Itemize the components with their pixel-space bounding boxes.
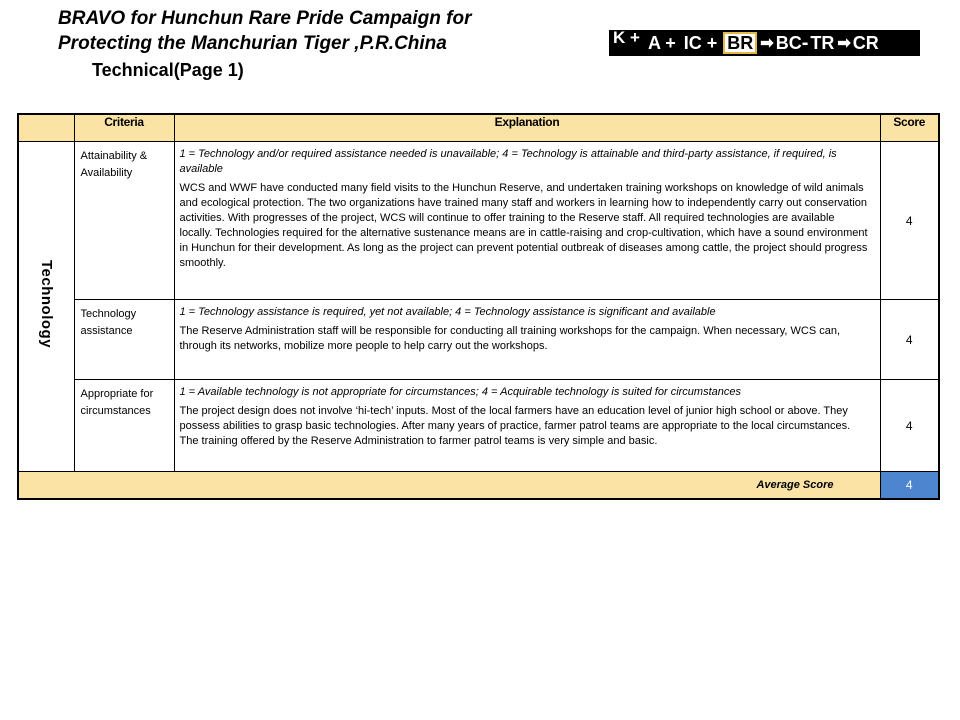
- bravo-formula-banner: [609, 30, 920, 56]
- criteria-label: assistance: [80, 325, 133, 337]
- formula-tr: TR: [810, 32, 835, 53]
- criteria-label: Technology: [80, 308, 137, 320]
- criteria-cell: [74, 300, 174, 380]
- header-explanation: Explanation: [174, 114, 880, 142]
- average-score-row: [18, 472, 939, 500]
- rubric-text: 1 = Technology assistance is required, yet not available; 4 = Technology assistance is significant and available: [179, 306, 716, 318]
- table-row: [18, 142, 939, 300]
- formula-ic: IC +: [683, 32, 718, 53]
- category-cell: [18, 142, 74, 472]
- criteria-label: Attainability &: [80, 150, 148, 162]
- average-score-value: 4: [880, 472, 939, 500]
- formula-bc: BC: [775, 32, 802, 53]
- page-subtitle: Technical(Page 1): [92, 60, 244, 80]
- header-score: Score: [880, 114, 939, 142]
- explanation-text: The Reserve Administration staff will be responsible for conducting all training workshops for the campaign. When necessary, WCS can, through its networks, mobilize more people to help carry out the workshops.: [179, 325, 841, 352]
- score-cell: 4: [880, 142, 939, 300]
- page-title-line-1: BRAVO for Hunchun Rare Pride Campaign for: [58, 8, 472, 29]
- page-title-line-2: Protecting the Manchurian Tiger ,P.R.China: [58, 33, 447, 54]
- score-cell: 4: [880, 300, 939, 380]
- table-header-row: [18, 114, 939, 142]
- explanation-text: WCS and WWF have conducted many field visits to the Hunchun Reserve, and undertaken training workshops on knowledge of wild animals and ecological protection. The two organizations have trained many staff and workers in learning how to independently carry out conservation activities. With progresses of the project, WCS will continue to offer training to the Reserve staff. All required technologies are available locally. Technologies required for the alternative sustenance means are in cattle-raising and crop-cultivation, which have a sound environment in Hunchun for their development. As long as the project can prevent potential outbreak of diseases among cattle, the project should progress smoothly.: [179, 182, 868, 269]
- header-criteria: Criteria: [74, 114, 174, 142]
- technical-criteria-table: [17, 113, 940, 500]
- formula-a: A +: [647, 32, 676, 53]
- header-category-cell: [18, 114, 74, 142]
- explanation-cell: [174, 380, 880, 472]
- table-row: [18, 300, 939, 380]
- table-row: [18, 380, 939, 472]
- rubric-text: 1 = Available technology is not appropriate for circumstances; 4 = Acquirable technology is suited for circumstances: [179, 386, 741, 398]
- rubric-text: 1 = Technology and/or required assistance needed is unavailable; 4 = Technology is attainable and third-party assistance, if required, is available: [179, 148, 837, 175]
- explanation-cell: [174, 142, 880, 300]
- criteria-label: Appropriate for: [80, 388, 154, 400]
- arrow-right-icon: ➡: [760, 35, 774, 52]
- criteria-cell: [74, 380, 174, 472]
- title-block: [58, 6, 578, 82]
- average-score-label: Average Score: [18, 472, 880, 500]
- explanation-text: The project design does not involve ‘hi-tech’ inputs. Most of the local farmers have an education level of junior high school or above. They possess abilities to grasp basic technologies. After many years of practice, farmer patrol teams are appropriate to the local circumstances. The training offered by the Reserve Administration to farmer patrol teams is very simple and basic.: [179, 405, 851, 447]
- formula-br-highlight: BR: [723, 32, 757, 54]
- score-cell: 4: [880, 380, 939, 472]
- formula-dash: -: [801, 31, 809, 54]
- criteria-label: Availability: [80, 167, 133, 179]
- criteria-cell: [74, 142, 174, 300]
- explanation-cell: [174, 300, 880, 380]
- arrow-right-icon: ➡: [837, 35, 851, 52]
- formula-cr: CR: [852, 32, 879, 53]
- category-label: Technology: [37, 259, 55, 349]
- formula-k: K +: [613, 28, 640, 47]
- criteria-label: circumstances: [80, 405, 151, 417]
